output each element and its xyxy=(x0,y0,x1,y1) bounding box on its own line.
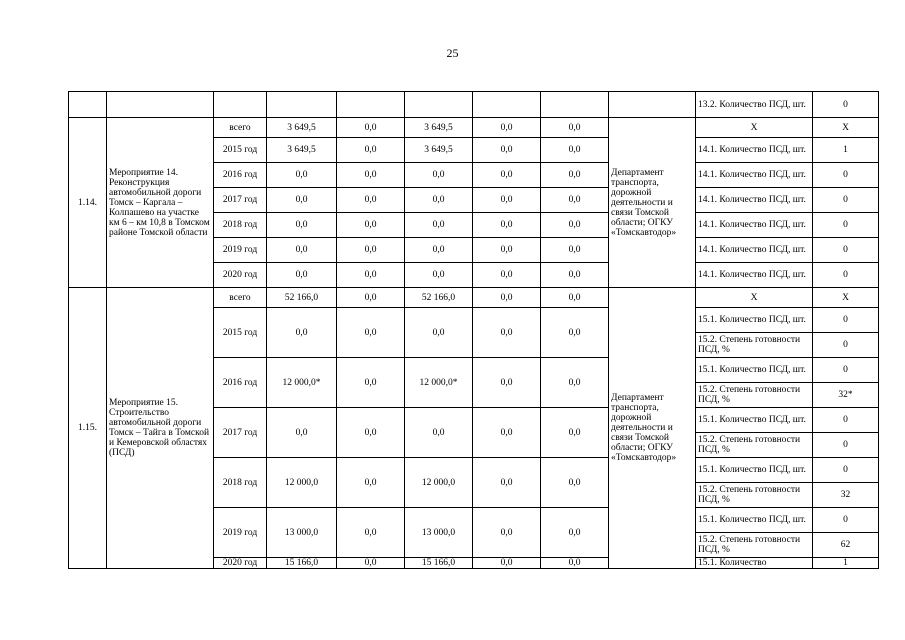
indicator-value: 0 xyxy=(813,308,879,333)
federal-cell: 0,0 xyxy=(337,263,405,288)
table-row xyxy=(69,288,879,308)
program-table xyxy=(68,91,879,569)
extra-cell: 0,0 xyxy=(541,458,609,508)
federal-cell: 0,0 xyxy=(337,138,405,163)
indicator-name: 14.1. Количество ПСД, шт. xyxy=(696,213,813,238)
indicator-value: 0 xyxy=(813,188,879,213)
local-cell: 0,0 xyxy=(473,308,541,358)
year-cell: 2015 год xyxy=(214,138,267,163)
year-cell: 2019 год xyxy=(214,238,267,263)
extra-cell: 0,0 xyxy=(541,288,609,308)
indicator-value: Х xyxy=(813,288,879,308)
local-cell: 0,0 xyxy=(473,408,541,458)
federal-cell: 0,0 xyxy=(337,308,405,358)
extra-cell: 0,0 xyxy=(541,163,609,188)
year-cell: всего xyxy=(214,288,267,308)
regional-cell: 12 000,0* xyxy=(405,358,473,408)
indicator-name: 14.1. Количество ПСД, шт. xyxy=(696,263,813,288)
regional-cell: 13 000,0 xyxy=(405,508,473,558)
indicator-value: 0 xyxy=(813,408,879,433)
local-cell: 0,0 xyxy=(473,508,541,558)
carry-over-row xyxy=(69,92,879,118)
extra-cell: 0,0 xyxy=(541,138,609,163)
year-cell: всего xyxy=(214,118,267,138)
extra-cell: 0,0 xyxy=(541,558,609,569)
local-cell: 0,0 xyxy=(473,138,541,163)
year-cell: 2017 год xyxy=(214,408,267,458)
executor-cell: Департамент транспорта, дорожной деятельности и связи Томской области; ОГКУ «Томскавтодор» xyxy=(609,118,696,288)
federal-cell: 0,0 xyxy=(337,358,405,408)
total-cell: 0,0 xyxy=(267,408,337,458)
total-cell: 15 166,0 xyxy=(267,558,337,569)
extra-cell: 0,0 xyxy=(541,308,609,358)
measure-name: Мероприятие 14. Реконструкция автомобильной дороги Томск – Каргала – Колпашево на участке км 6 – км 10,8 в Томском районе Томской области xyxy=(107,118,214,288)
indicator-name: 15.2. Степень готовности ПСД, % xyxy=(696,483,813,508)
indicator-name: 15.1. Количество ПСД, шт. xyxy=(696,308,813,333)
extra-cell: 0,0 xyxy=(541,508,609,558)
extra-cell: 0,0 xyxy=(541,188,609,213)
indicator-value: 1 xyxy=(813,138,879,163)
regional-cell: 0,0 xyxy=(405,263,473,288)
extra-cell: 0,0 xyxy=(541,213,609,238)
local-cell: 0,0 xyxy=(473,118,541,138)
local-cell: 0,0 xyxy=(473,213,541,238)
indicator-value: 1 xyxy=(813,558,879,569)
indicator-name: 14.1. Количество ПСД, шт. xyxy=(696,188,813,213)
indicator-name: 15.1. Количество ПСД, шт. xyxy=(696,408,813,433)
federal-cell: 0,0 xyxy=(337,508,405,558)
regional-cell: 0,0 xyxy=(405,308,473,358)
indicator-value: 0 xyxy=(813,433,879,458)
local-cell: 0,0 xyxy=(473,458,541,508)
local-cell: 0,0 xyxy=(473,163,541,188)
indicator-name: 13.2. Количество ПСД, шт. xyxy=(696,92,813,118)
year-cell: 2016 год xyxy=(214,358,267,408)
regional-cell: 0,0 xyxy=(405,238,473,263)
regional-cell: 0,0 xyxy=(405,213,473,238)
indicator-name: 15.2. Степень готовности ПСД, % xyxy=(696,383,813,408)
local-cell: 0,0 xyxy=(473,263,541,288)
indicator-name: 15.2. Степень готовности ПСД, % xyxy=(696,433,813,458)
total-cell: 3 649,5 xyxy=(267,138,337,163)
extra-cell: 0,0 xyxy=(541,408,609,458)
total-cell: 0,0 xyxy=(267,188,337,213)
empty-cell xyxy=(214,92,267,118)
empty-cell xyxy=(541,92,609,118)
empty-cell xyxy=(405,92,473,118)
regional-cell: 0,0 xyxy=(405,408,473,458)
year-cell: 2020 год xyxy=(214,263,267,288)
total-cell: 0,0 xyxy=(267,213,337,238)
indicator-name: Х xyxy=(696,118,813,138)
indicator-value: 0 xyxy=(813,163,879,188)
federal-cell: 0,0 xyxy=(337,408,405,458)
indicator-name: 14.1. Количество ПСД, шт. xyxy=(696,138,813,163)
year-cell: 2015 год xyxy=(214,308,267,358)
federal-cell: 0,0 xyxy=(337,458,405,508)
extra-cell: 0,0 xyxy=(541,118,609,138)
measure-code: 1.14. xyxy=(69,118,107,288)
total-cell: 0,0 xyxy=(267,238,337,263)
regional-cell: 0,0 xyxy=(405,188,473,213)
federal-cell: 0,0 xyxy=(337,163,405,188)
extra-cell: 0,0 xyxy=(541,358,609,408)
empty-cell xyxy=(609,92,696,118)
empty-cell xyxy=(107,92,214,118)
indicator-name: 15.1. Количество ПСД, шт. xyxy=(696,508,813,533)
empty-cell xyxy=(337,92,405,118)
executor-cell: Департамент транспорта, дорожной деятельности и связи Томской области; ОГКУ «Томскавтодор» xyxy=(609,288,696,569)
local-cell: 0,0 xyxy=(473,358,541,408)
total-cell: 13 000,0 xyxy=(267,508,337,558)
indicator-value: 0 xyxy=(813,92,879,118)
empty-cell xyxy=(267,92,337,118)
total-cell: 12 000,0* xyxy=(267,358,337,408)
indicator-name: 15.1. Количество ПСД, шт. xyxy=(696,458,813,483)
indicator-name: 15.1. Количество xyxy=(696,558,813,569)
indicator-value: 0 xyxy=(813,238,879,263)
indicator-value: 62 xyxy=(813,533,879,558)
indicator-value: 0 xyxy=(813,358,879,383)
total-cell: 0,0 xyxy=(267,263,337,288)
total-cell: 0,0 xyxy=(267,163,337,188)
indicator-value: 32 xyxy=(813,483,879,508)
year-cell: 2018 год xyxy=(214,458,267,508)
table-row xyxy=(69,118,879,138)
regional-cell: 15 166,0 xyxy=(405,558,473,569)
indicator-value: Х xyxy=(813,118,879,138)
indicator-name: 15.2. Степень готовности ПСД, % xyxy=(696,333,813,358)
indicator-name: 15.2. Степень готовности ПСД, % xyxy=(696,533,813,558)
federal-cell: 0,0 xyxy=(337,288,405,308)
regional-cell: 0,0 xyxy=(405,163,473,188)
indicator-value: 0 xyxy=(813,263,879,288)
local-cell: 0,0 xyxy=(473,558,541,569)
regional-cell: 52 166,0 xyxy=(405,288,473,308)
total-cell: 12 000,0 xyxy=(267,458,337,508)
federal-cell: 0,0 xyxy=(337,558,405,569)
year-cell: 2017 год xyxy=(214,188,267,213)
empty-cell xyxy=(69,92,107,118)
extra-cell: 0,0 xyxy=(541,238,609,263)
indicator-value: 0 xyxy=(813,213,879,238)
total-cell: 0,0 xyxy=(267,308,337,358)
total-cell: 52 166,0 xyxy=(267,288,337,308)
federal-cell: 0,0 xyxy=(337,238,405,263)
local-cell: 0,0 xyxy=(473,288,541,308)
indicator-value: 32* xyxy=(813,383,879,408)
indicator-name: 15.1. Количество ПСД, шт. xyxy=(696,358,813,383)
indicator-name: 14.1. Количество ПСД, шт. xyxy=(696,163,813,188)
local-cell: 0,0 xyxy=(473,238,541,263)
federal-cell: 0,0 xyxy=(337,188,405,213)
indicator-value: 0 xyxy=(813,333,879,358)
federal-cell: 0,0 xyxy=(337,213,405,238)
year-cell: 2019 год xyxy=(214,508,267,558)
indicator-value: 0 xyxy=(813,458,879,483)
local-cell: 0,0 xyxy=(473,188,541,213)
federal-cell: 0,0 xyxy=(337,118,405,138)
extra-cell: 0,0 xyxy=(541,263,609,288)
year-cell: 2018 год xyxy=(214,213,267,238)
indicator-name: 14.1. Количество ПСД, шт. xyxy=(696,238,813,263)
measure-code: 1.15. xyxy=(69,288,107,569)
empty-cell xyxy=(473,92,541,118)
indicator-name: Х xyxy=(696,288,813,308)
regional-cell: 3 649,5 xyxy=(405,118,473,138)
indicator-value: 0 xyxy=(813,508,879,533)
year-cell: 2016 год xyxy=(214,163,267,188)
year-cell: 2020 год xyxy=(214,558,267,569)
regional-cell: 3 649,5 xyxy=(405,138,473,163)
measure-name: Мероприятие 15. Строительство автомобильной дороги Томск – Тайга в Томской и Кемеровской областях (ПСД) xyxy=(107,288,214,569)
total-cell: 3 649,5 xyxy=(267,118,337,138)
regional-cell: 12 000,0 xyxy=(405,458,473,508)
page-number: 25 xyxy=(446,46,459,60)
